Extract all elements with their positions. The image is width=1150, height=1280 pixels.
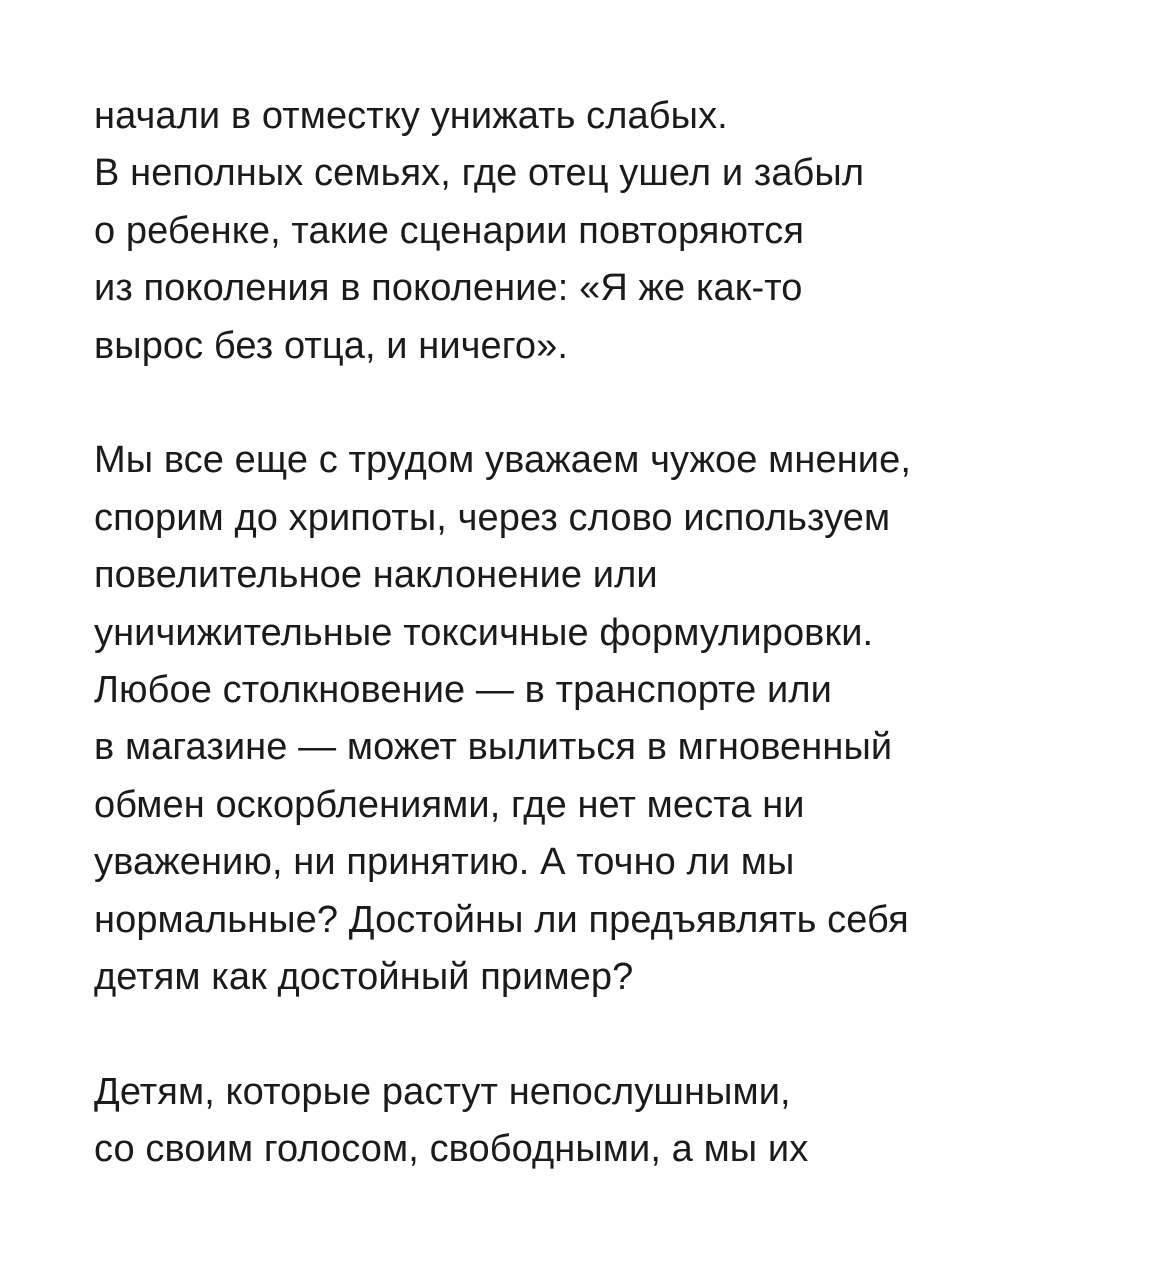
text-line: о ребенке, такие сценарии повторяются: [94, 209, 805, 252]
text-line: повелительное наклонение или: [94, 554, 658, 597]
text-line: начали в отместку унижать слабых.: [94, 95, 728, 137]
paragraph-2: [94, 432, 1124, 1006]
paragraph-3: [94, 1064, 1124, 1179]
text-line: обмен оскорблениями, где нет места ни: [94, 783, 805, 826]
text-line: в магазине — может вылиться в мгновенный: [94, 726, 893, 769]
text-line: со своим голосом, свободными, а мы их: [94, 1128, 809, 1171]
text-line: вырос без отца, и ничего».: [94, 324, 569, 367]
text-line: Любое столкновение — в транспорте или: [94, 669, 832, 712]
text-line: Детям, которые растут непослушными,: [94, 1070, 791, 1113]
text-line: уничижительные токсичные формулировки.: [94, 611, 874, 654]
text-line: нормальные? Достойны ли предъявлять себя: [94, 898, 909, 941]
text-line: В неполных семьях, где отец ушел и забыл: [94, 152, 865, 195]
article-text: [94, 88, 1124, 1179]
text-line: детям как достойный пример?: [94, 956, 634, 999]
text-line: спорим до хрипоты, через слово используем: [94, 496, 891, 539]
text-line: уважению, ни принятию. А точно ли мы: [94, 841, 795, 884]
text-line: из поколения в поколение: «Я же как-то: [94, 267, 803, 310]
text-line: Мы все еще с трудом уважаем чужое мнение,: [94, 439, 912, 482]
paragraph-1: [94, 88, 1124, 375]
